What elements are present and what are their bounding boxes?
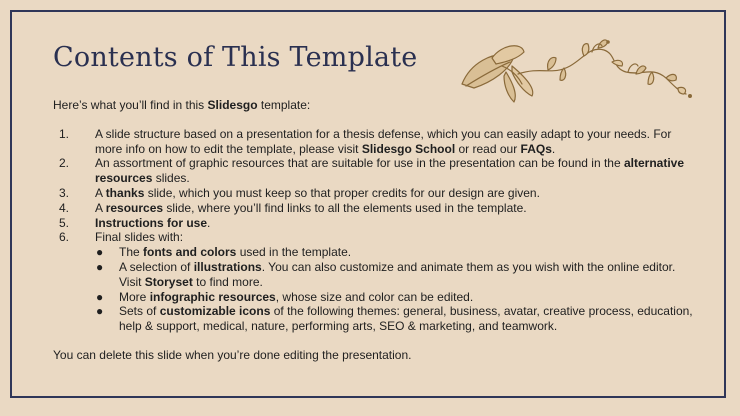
- list-item: 5. Instructions for use.: [59, 215, 211, 230]
- slide-title: Contents of This Template: [53, 42, 418, 73]
- intro-text: Here’s what you’ll find in this Slidesgo template:: [53, 98, 311, 112]
- sub-list-item: ● A selection of illustrations. You can also customize and animate them as you wish with the online editor. Visit Storyset to find more.: [96, 259, 676, 289]
- brand-name: Slidesgo: [207, 98, 258, 112]
- list-item: 4. A resources slide, where you’ll find links to all the elements used in the template.: [59, 200, 527, 215]
- list-item: 1. A slide structure based on a presentation for a thesis defense, which you can easily adapt to your needs. For more info on how to edit the template, please visit Slidesgo School or read our FAQs.: [59, 126, 672, 156]
- list-item: 2. An assortment of graphic resources that are suitable for use in the presentation can be found in the alternative resources slides.: [59, 156, 685, 186]
- list-item: 3. A thanks slide, which you must keep so that proper credits for our design are given.: [59, 185, 540, 200]
- slide-body: [53, 98, 693, 363]
- final-slides-list: [95, 245, 693, 334]
- sub-list-item: ● The fonts and colors used in the template.: [96, 245, 352, 260]
- sub-list-item: ● More infographic resources, whose size and color can be edited.: [96, 289, 474, 304]
- list-item: 6. Final slides with: ● The fonts and colors used in the template. ● A selection of illustrations. You can also customize and animate them as you wish with the online editor. Visit Storyset to find more. ● More infographic resources, whose size and color can be edited. ● Sets of customizable icons of the following themes: general, business, avatar, creative process, education, help & support, medical, nature, performing arts, SEO & marketing, and teamwork.: [59, 230, 693, 334]
- contents-list: [53, 127, 693, 334]
- sub-list-item: ● Sets of customizable icons of the following themes: general, business, avatar, creative process, education, help & support, medical, nature, performing arts, SEO & marketing, and teamwork.: [96, 304, 693, 334]
- outro-text: You can delete this slide when you’re done editing the presentation.: [53, 347, 412, 362]
